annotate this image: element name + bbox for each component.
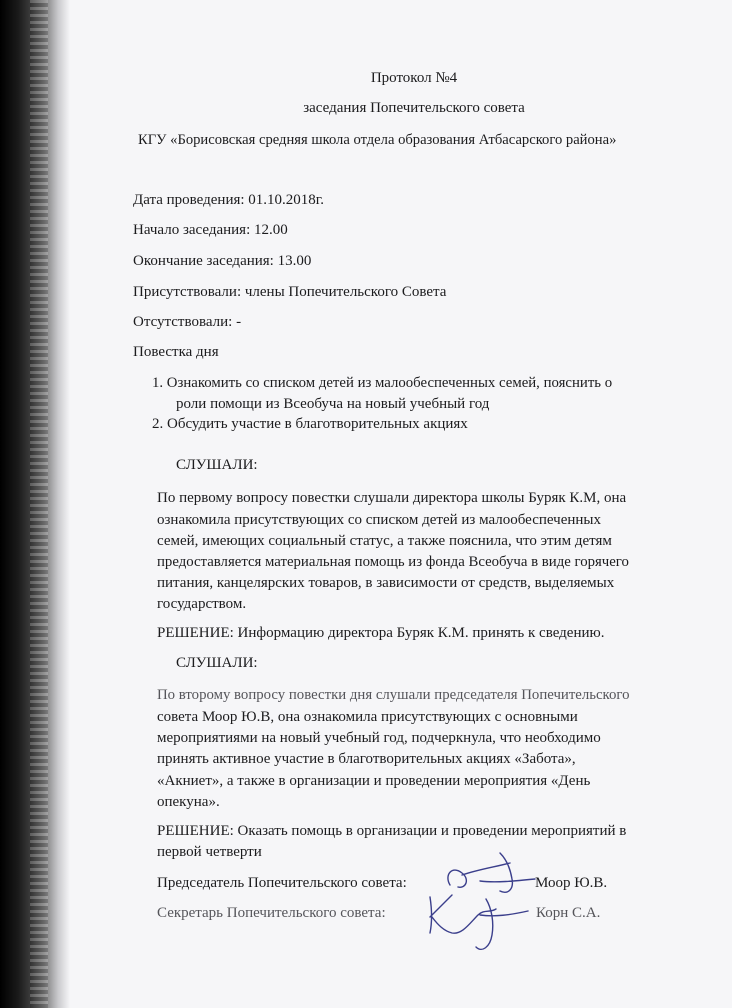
decision-2-continued: первой четверти <box>157 844 262 860</box>
section2-line: мероприятиями на новый учебный год, подчеркнула, что необходимо <box>157 730 601 746</box>
agenda-item-1: 1. Ознакомить со списком детей из малообеспеченных семей, пояснить о <box>152 375 613 391</box>
agenda-title: Повестка дня <box>133 344 219 360</box>
protocol-subtitle: заседания Попечительского совета <box>303 100 525 116</box>
decision-1: РЕШЕНИЕ: Информацию директора Буряк К.М. принять к сведению. <box>157 625 605 641</box>
absent-members: Отсутствовали: - <box>133 314 242 330</box>
section1-line: семей, имеющих социальный статус, а также пояснила, что этим детям <box>157 533 612 549</box>
section2-line: совета Моор Ю.В, она ознакомила присутствующих с основными <box>157 709 578 725</box>
decision-2: РЕШЕНИЕ: Оказать помощь в организации и проведении мероприятий в <box>157 823 627 839</box>
section1-line: По первому вопросу повестки слушали директора школы Буряк К.М, она <box>157 490 627 506</box>
present-members: Присутствовали: члены Попечительского Совета <box>133 284 447 300</box>
agenda-item-1-continued: роли помощи из Всеобуча на новый учебный год <box>176 396 490 412</box>
chair-name: Моор Ю.В. <box>535 875 608 891</box>
chair-label: Председатель Попечительского совета: <box>157 875 407 891</box>
section1-line: ознакомила присутствующих со списком детей из малообеспеченных <box>157 512 602 528</box>
secretary-name: Корн С.А. <box>536 905 601 921</box>
secretary-label: Секретарь Попечительского совета: <box>157 905 386 921</box>
meeting-end: Окончание заседания: 13.00 <box>133 253 312 269</box>
heard-heading-1: СЛУШАЛИ: <box>176 457 258 473</box>
section2-line: опекуна». <box>157 794 220 810</box>
section2-line: По второму вопросу повестки дня слушали председателя Попечительского <box>157 687 630 703</box>
meeting-start: Начало заседания: 12.00 <box>133 222 288 238</box>
section2-line: принять активное участие в благотворительных акциях «Забота», <box>157 751 576 767</box>
section1-line: предоставляется материальная помощь из фонда Всеобуча в виде горячего <box>157 554 629 570</box>
secretary-signature <box>420 885 535 960</box>
section2-line: «Акниет», а также в организации и проведении мероприятия «День <box>157 773 591 789</box>
heard-heading-2: СЛУШАЛИ: <box>176 655 258 671</box>
section1-line: питания, канцелярских товаров, в зависимости от средств, выделяемых <box>157 575 615 591</box>
meeting-date: Дата проведения: 01.10.2018г. <box>133 192 325 208</box>
agenda-item-2: 2. Обсудить участие в благотворительных акциях <box>152 416 468 432</box>
organization-name: КГУ «Борисовская средняя школа отдела образования Атбасарского района» <box>138 132 617 148</box>
protocol-title: Протокол №4 <box>370 70 458 86</box>
scan-noise-strip <box>30 0 48 1008</box>
section1-line: государством. <box>157 596 247 612</box>
